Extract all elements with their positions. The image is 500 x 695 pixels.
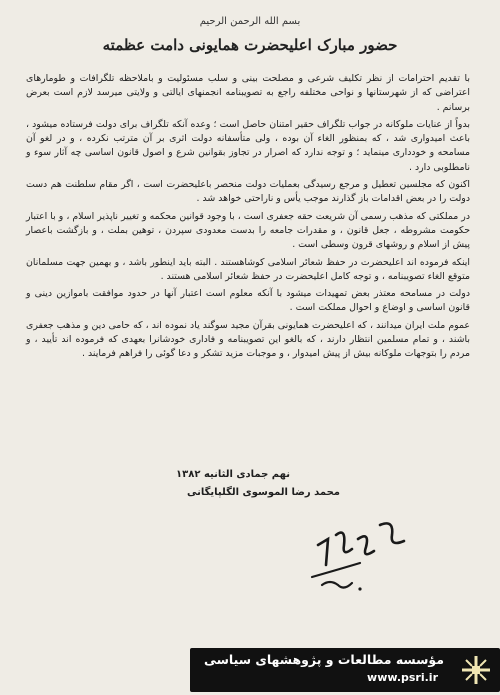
- paragraph: اینکه فرموده اند اعلیحضرت در حفظ شعائر اسلامی کوشاهستند . البته باید اینطور باشد ، و بهمین جهت مسلمانان متوقع الغاء تصویبنامه ، و توجه کامل اعلیحضرت در حفظ شعائر اسلامی هستند .: [26, 256, 470, 282]
- paragraph: دولت در مسامحه معتذر بعض تمهیدات میشود با آنکه معلوم است اعتبار آنها در حدود موافقت باموازین دینی و قانون اساسی و اوضاع و احوال مملکت است .: [26, 288, 470, 314]
- basmala: بسم الله الرحمن الرحیم: [199, 16, 301, 27]
- publisher-website[interactable]: www.psri.ir: [367, 671, 438, 684]
- paragraph: بدواً از عنایات ملوکانه در جواب تلگراف حقیر امتنان حاصل است ؛ وعده آنکه تلگراف برای دولت فرستاده میشود ، باعث امیدواری شد ، که بمنظور الغاء آن بوده ، ولی متأسفانه دولت اثری بر آن مترتب نکرده ، و در لغو آن مسامحه و خودداری مینماید ؛ و توجه ندارد که اصرار در تجاوز بقوانین شرع و اصول قانون اساسی چه آثار سوء و نامطلوبی دارد .: [26, 118, 470, 173]
- letter-body: [26, 72, 470, 365]
- publisher-logo-icon: [458, 652, 494, 688]
- document-title: حضور مبارک اعلیحضرت همایونی دامت عظمته: [102, 36, 398, 54]
- handwritten-signature: [300, 505, 420, 600]
- paragraph: در مملکتی که مذهب رسمی آن شریعت حقه جعفری است ، با وجود قوانین محکمه و تغییر ناپذیر اسلام ، و با اعتبار حکومت مشروطه ، جعل قانون ، و مقدرات جامعه را بدست معدودی سپردن ، توهین بملت ، و بازگشت باعصار پیش از اسلام و روشهای قرون وسطی است .: [26, 210, 470, 251]
- paragraph: عموم ملت ایران میدانند ، که اعلیحضرت همایونی بقرآن مجید سوگند یاد نموده اند ، که حامی دین و مذهب جعفری باشند ، و تمام مسلمین انتظار دارند ، که بالغو این تصویبنامه و فاداری خودشانرا بعهدی که فرموده اند تأیید ، و مردم را بتوجهات ملوکانه بیش از پیش امیدوار ، و موجبات مزید تشکر و دعا گوئی را فراهم فرمایند .: [26, 319, 470, 360]
- signatory-name: محمد رضا الموسوی الگلپایگانی: [186, 487, 340, 498]
- letter-date: نهم جمادی الثانیه ۱۳۸۲: [176, 469, 290, 480]
- paragraph: با تقدیم احترامات از نظر تکلیف شرعی و مصلحت بینی و سلب مسئولیت و باملاحظه تلگرافات و طومارهای اعتراضی که از شهرستانها و نواحی مختلفه راجع به تصویبنامه انجمنهای ایالتی و ولایتی میرسد لازم است بعرض برسانم .: [26, 73, 470, 113]
- paragraph: اکنون که مجلسین تعطیل و مرجع رسیدگی بعملیات دولت منحصر باعلیحضرت است ، اگر مقام سلطنت هم دست دولت را در بعض اقدامات باز گذارند موجب یأس و ناراحتی خواهد شد .: [26, 179, 470, 205]
- publisher-name: مؤسسه مطالعات و پژوهشهای سیاسی: [203, 652, 444, 667]
